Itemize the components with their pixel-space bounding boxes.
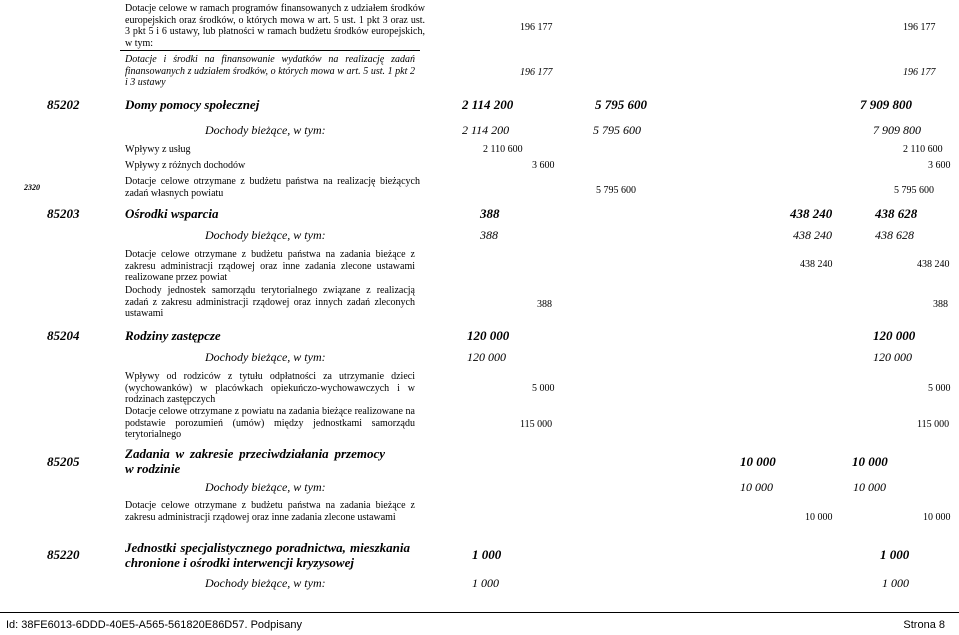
section-value-2: 10 000 (740, 454, 776, 469)
row-label: Dotacje celowe otrzymane z powiatu na zadania bieżące realizowane na podstawie porozumień (umów) między jednostkami samorządu terytorialnego (125, 406, 415, 440)
section-value-1: 120 000 (467, 328, 510, 343)
row-value-2: 5 795 600 (596, 185, 636, 196)
section-value-total: 10 000 (852, 454, 888, 469)
current-income-value-2: 5 795 600 (593, 123, 641, 137)
section-value-1: 2 114 200 (462, 97, 514, 112)
current-income-value-1: 388 (480, 228, 498, 242)
current-income-value-total: 1 000 (882, 576, 909, 590)
current-income-value-total: 438 628 (875, 228, 914, 242)
current-income-value-total: 120 000 (873, 350, 912, 364)
current-income-value-total: 10 000 (853, 480, 886, 494)
row-value-total: 2 110 600 (903, 144, 943, 155)
current-income-label: Dochody bieżące, w tym: (205, 228, 326, 242)
current-income-value-1: 1 000 (472, 576, 499, 590)
row-value-total: 388 (933, 299, 948, 310)
current-income-label: Dochody bieżące, w tym: (205, 480, 326, 494)
row-value-total: 5 795 600 (894, 185, 934, 196)
section-title: Jednostki specjalistycznego poradnictwa, mieszkania chronione i ośrodki interwencji kryzysowej (125, 540, 410, 570)
row-value-2: 10 000 (805, 512, 833, 523)
program-eu-value-2: 196 177 (520, 22, 553, 33)
row-value-total: 5 000 (928, 383, 951, 394)
row-label: Dochody jednostek samorządu terytorialnego związane z realizacją zadań z zakresu administracji rządowej oraz innych zadań zleconych ustawami (125, 285, 415, 319)
section-value-total: 1 000 (880, 547, 910, 562)
row-label: Wpływy z usług (125, 144, 191, 155)
section-title: Domy pomocy społecznej (125, 97, 260, 112)
section-value-1: 388 (480, 206, 500, 221)
row-label: Dotacje celowe otrzymane z budżetu państwa na zadania bieżące z zakresu administracji rządowej oraz inne zadania zlecone ustawami realizowane przez powiat (125, 249, 415, 283)
row-label: Dotacje celowe otrzymane z budżetu państwa na realizację bieżących zadań własnych powiatu (125, 176, 420, 199)
row-value-1: 3 600 (532, 160, 555, 171)
section-code: 85220 (47, 547, 80, 562)
funds-value-total: 196 177 (903, 67, 936, 78)
current-income-label: Dochody bieżące, w tym: (205, 350, 326, 364)
current-income-value-2: 438 240 (793, 228, 832, 242)
document-id: Id: 38FE6013-6DDD-40E5-A565-561820E86D57. Podpisany (6, 619, 302, 631)
page-number: Strona 8 (903, 619, 945, 631)
section-value-1: 1 000 (472, 547, 502, 562)
program-eu-description: Dotacje celowe w ramach programów finansowanych z udziałem środków europejskich oraz środków, o których mowa w art. 5 ust. 1 pkt 3 oraz ust. 3 pkt 5 i 6 ustawy, lub płatności w ramach budżetu środków europejskich, w tym: (125, 3, 425, 49)
section-title: Ośrodki wsparcia (125, 206, 219, 221)
current-income-value-1: 2 114 200 (462, 123, 510, 137)
current-income-value-total: 7 909 800 (873, 123, 921, 137)
current-income-label: Dochody bieżące, w tym: (205, 123, 326, 137)
row-value-total: 438 240 (917, 259, 950, 270)
section-code: 85204 (47, 328, 80, 343)
row-value-total: 115 000 (917, 419, 950, 430)
section-title: Rodziny zastępcze (125, 328, 221, 343)
section-value-2: 5 795 600 (595, 97, 647, 112)
row-value-1: 2 110 600 (483, 144, 523, 155)
section-code: 85205 (47, 454, 80, 469)
current-income-value-2: 10 000 (740, 480, 773, 494)
section-code: 85202 (47, 97, 80, 112)
section-value-2: 438 240 (790, 206, 833, 221)
funds-value-2: 196 177 (520, 67, 553, 78)
current-income-value-1: 120 000 (467, 350, 506, 364)
row-value-1: 115 000 (520, 419, 553, 430)
row-label: Dotacje celowe otrzymane z budżetu państwa na zadania bieżące z zakresu administracji rządowej oraz inne zadania zlecone ustawami (125, 500, 415, 523)
section-value-total: 438 628 (875, 206, 918, 221)
row-value-2: 438 240 (800, 259, 833, 270)
section-value-total: 7 909 800 (860, 97, 912, 112)
section-code: 85203 (47, 206, 80, 221)
divider (120, 50, 420, 51)
paragraph-code: 2320 (24, 183, 40, 192)
program-eu-value-total: 196 177 (903, 22, 936, 33)
page-footer (0, 612, 959, 635)
section-value-total: 120 000 (873, 328, 916, 343)
row-value-1: 388 (537, 299, 552, 310)
section-title: Zadania w zakresie przeciwdziałania przemocy w rodzinie (125, 446, 385, 476)
row-value-total: 10 000 (923, 512, 951, 523)
row-label: Wpływy z różnych dochodów (125, 160, 246, 171)
row-value-1: 5 000 (532, 383, 555, 394)
row-label: Wpływy od rodziców z tytułu odpłatności za utrzymanie dzieci (wychowanków) w placówkach opiekuńczo-wychowawczych i w rodzinach zastępczych (125, 371, 415, 405)
funds-description: Dotacje i środki na finansowanie wydatków na realizację zadań finansowanych z udziałem środków, o których mowa w art. 5 ust. 1 pkt 2 i 3 ustawy (125, 54, 415, 88)
current-income-label: Dochody bieżące, w tym: (205, 576, 326, 590)
row-value-total: 3 600 (928, 160, 951, 171)
